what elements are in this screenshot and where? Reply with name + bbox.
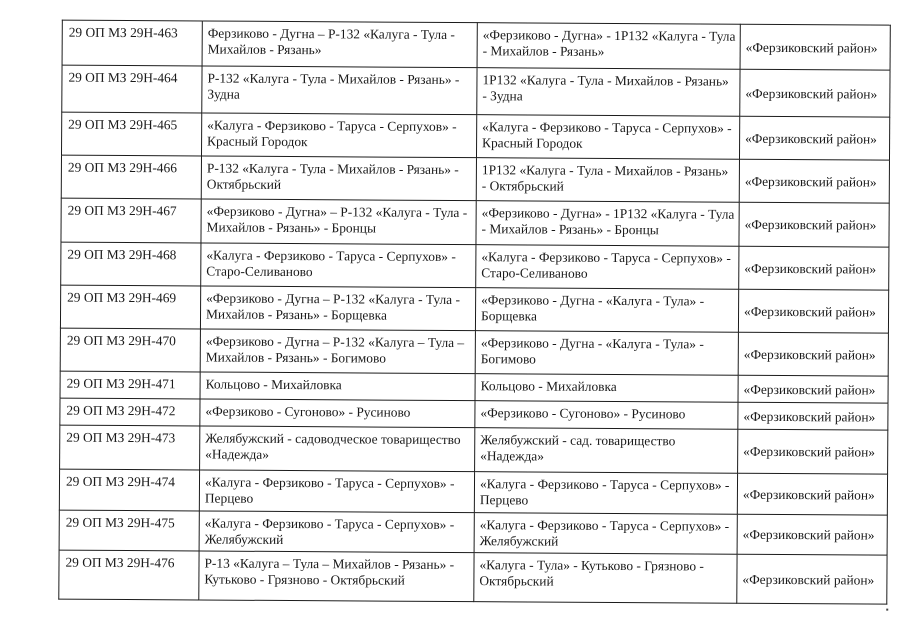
table-row [60,328,888,376]
table-row [59,469,887,515]
road-new-name: 1Р132 «Калуга - Тула - Михайлов - Рязань» - Зудна [477,68,740,117]
road-old-name: «Калуга - Ферзиково - Таруса - Серпухов» - Перцево [199,470,474,513]
road-old-name: Р-132 «Калуга - Тула - Михайлов - Рязань» - Октябрьский [201,156,476,201]
road-district: «Ферзиковский район» [737,554,887,604]
road-new-name: «Ферзиково - Дугна - «Калуга - Тула» - Борщевка [475,288,738,333]
road-code: 29 ОП МЗ 29Н-474 [59,469,199,511]
road-new-name: «Калуга - Тула» - Кутьково - Грязново - Октябрьский [474,553,737,604]
road-code: 29 ОП МЗ 29Н-475 [59,510,199,551]
road-new-name: «Калуга - Ферзиково - Таруса - Серпухов» - Старо-Селиваново [476,245,739,290]
table-row [61,112,889,160]
road-district: «Ферзиковский район» [737,514,887,555]
road-district: «Ферзиковский район» [738,375,888,403]
road-old-name: «Ферзиково - Сугоново» - Русиново [200,399,475,428]
table-row [61,155,889,203]
road-old-name: «Калуга - Ферзиково - Таруса - Серпухов» - Старо-Селиваново [201,243,476,288]
road-code: 29 ОП МЗ 29Н-468 [61,242,201,286]
road-district: «Ферзиковский район» [737,473,887,515]
road-code: 29 ОП МЗ 29Н-466 [61,155,201,199]
road-old-name: «Калуга - Ферзиково - Таруса - Серпухов» - Красный Городок [201,113,476,158]
road-new-name: «Калуга - Ферзиково - Таруса - Серпухов» - Желябужский [474,513,737,555]
road-old-name: «Ферзиково - Дугна» – Р-132 «Калуга - Тула - Михайлов - Рязань» - Бронцы [201,199,476,245]
road-district: «Ферзиковский район» [738,402,888,430]
road-code: 29 ОП МЗ 29Н-464 [62,65,202,113]
table-row [60,425,888,474]
road-district: «Ферзиковский район» [740,24,890,70]
road-new-name: 1Р132 «Калуга - Тула - Михайлов - Рязань» - Октябрьский [476,158,739,203]
road-new-name: «Ферзиково - Дугна» - 1Р132 «Калуга - Тула - Михайлов - Рязань» [477,23,740,70]
road-code: 29 ОП МЗ 29Н-469 [60,285,200,329]
road-new-name: «Калуга - Ферзиково - Таруса - Серпухов» - Перцево [474,472,737,515]
road-new-name: «Ферзиково - Дугна» - 1Р132 «Калуга - Тула - Михайлов - Рязань» - Бронцы [476,201,739,247]
road-code: 29 ОП МЗ 29Н-471 [60,371,200,399]
road-code: 29 ОП МЗ 29Н-467 [61,198,201,243]
road-old-name: «Калуга - Ферзиково - Таруса - Серпухов» - Желябужский [199,511,474,553]
road-code: 29 ОП МЗ 29Н-463 [62,20,202,66]
road-old-name: Кольцово - Михайловка [200,372,475,401]
road-code: 29 ОП МЗ 29Н-476 [59,550,199,600]
road-district: «Ферзиковский район» [739,159,889,203]
road-district: «Ферзиковский район» [739,202,889,247]
table-row [62,20,890,70]
road-old-name: Желябужский - садоводческое товарищество «Надежда» [200,426,475,472]
road-code: 29 ОП МЗ 29Н-473 [60,425,200,470]
road-code: 29 ОП МЗ 29Н-465 [61,112,201,156]
road-old-name: Ферзиково - Дугна – Р-132 «Калуга - Тула - Михайлов - Рязань» [202,21,477,68]
scan-speck [886,609,888,611]
road-district: «Ферзиковский район» [740,69,890,117]
table-row [61,198,889,247]
road-district: «Ферзиковский район» [738,429,888,474]
road-district: «Ферзиковский район» [738,289,888,333]
road-old-name: «Ферзиково - Дугна – Р-132 «Калуга – Тула – Михайлов - Рязань» - Богимово [200,329,475,374]
road-new-name: «Ферзиково - Сугоново» - Русиново [475,401,738,430]
road-new-name: Желябужский - сад. товарищество «Надежда» [475,428,738,474]
table-row [61,242,889,290]
road-old-name: Р-132 «Калуга - Тула - Михайлов - Рязань» - Зудна [202,66,477,115]
road-new-name: Кольцово - Михайловка [475,374,738,403]
road-district: «Ферзиковский район» [738,332,888,376]
road-code: 29 ОП МЗ 29Н-470 [60,328,200,372]
road-old-name: Р-13 «Калуга – Тула – Михайлов - Рязань» - Кутьково - Грязново - Октябрьский [199,551,474,602]
road-district: «Ферзиковский район» [739,246,889,290]
table-row [60,285,888,333]
road-new-name: «Калуга - Ферзиково - Таруса - Серпухов» - Красный Городок [476,115,739,160]
table-row [59,550,887,604]
roads-table-body [59,20,891,604]
table-row [59,510,887,555]
road-district: «Ферзиковский район» [739,116,889,160]
road-code: 29 ОП МЗ 29Н-472 [60,398,200,426]
roads-table [58,20,891,605]
table-row [62,65,890,117]
road-old-name: «Ферзиково - Дугна – Р-132 «Калуга - Тула - Михайлов - Рязань» - Борщевка [200,286,475,331]
road-new-name: «Ферзиково - Дугна - «Калуга - Тула» - Богимово [475,331,738,376]
